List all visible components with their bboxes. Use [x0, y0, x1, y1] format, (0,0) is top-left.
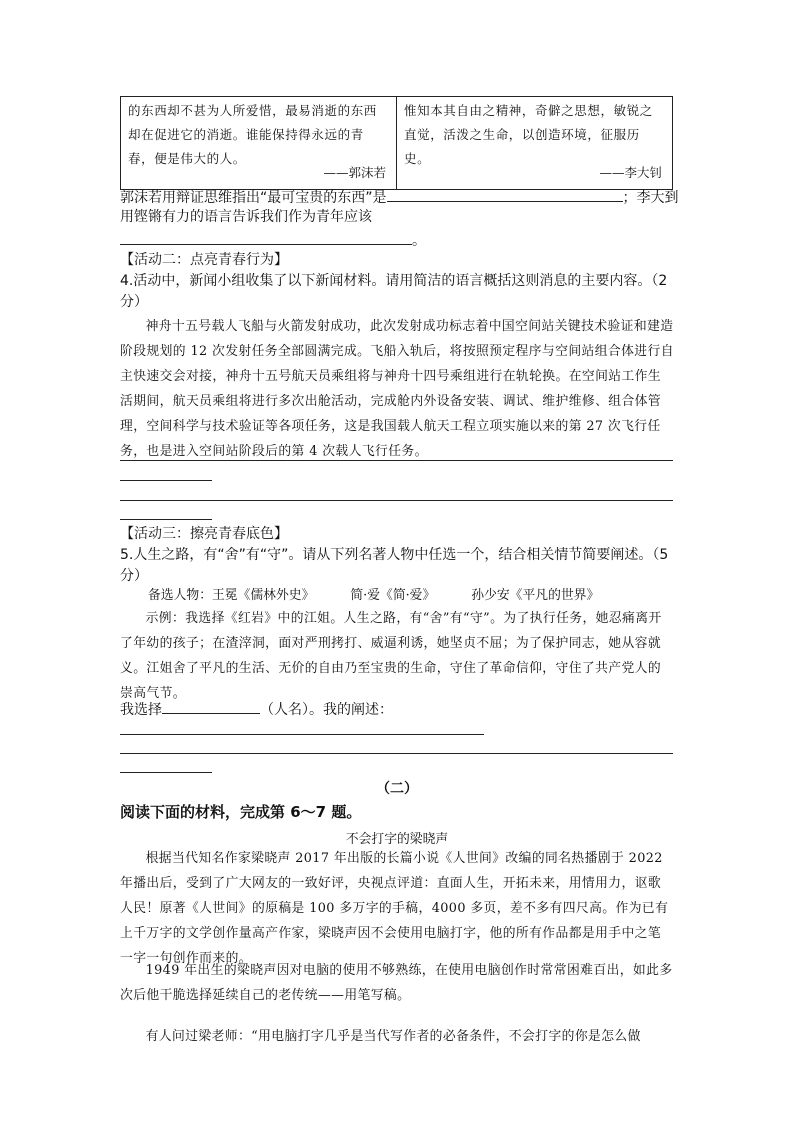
example-answer: 示例：我选择《红岩》中的江姐。人生之路，有“舍”有“守”。为了执行任务，她忍痛离开了年幼的孩子；在渣滓洞，面对严刑拷打、威逼利诱，她坚贞不屈；为了保护同志，她从容就义。江姐舍了平凡的生活、无价的自由乃至宝贵的生命，守住了革命信仰，守住了共产党人的崇高气节。	[120, 611, 662, 701]
q3-text-3: 用铿锵有力的语言告诉我们作为青年应该	[120, 209, 372, 225]
quote-author-li: ——李大钊	[599, 165, 662, 180]
q4-answer-line[interactable]	[120, 500, 673, 501]
candidate-janeeyre: 简·爱《简·爱》	[350, 588, 436, 603]
article-paragraph-2: 1949 年出生的梁晓声因对电脑的使用不够熟练，在使用电脑创作时常常困难百出，如此多次后他干脆选择延续自己的老传统——用笔写稿。	[120, 963, 673, 1003]
q3-text-1: 郭沫若用辩证思维指出“最可宝贵的东西”是	[120, 190, 387, 206]
article-paragraph-3: 有人问过梁老师：“用电脑打字几乎是当代写作者的必备条件，不会打字的你是怎么做	[145, 1029, 641, 1044]
q4-answer-line[interactable]	[120, 519, 212, 520]
q3-answer-line-1	[120, 186, 680, 209]
q3-end: 。	[412, 233, 426, 249]
candidate-label: 备选人物：	[148, 588, 212, 603]
activity3-title: 【活动三：擦亮青春底色】	[120, 526, 288, 542]
q3-answer-line-3	[120, 229, 680, 252]
q5-answer-line[interactable]	[120, 734, 484, 735]
q4-answer-line[interactable]	[120, 480, 212, 481]
q3-blank-1[interactable]	[387, 186, 623, 202]
quote-cell-guo	[121, 97, 397, 190]
news-material: 神舟十五号载人飞船与火箭发射成功，此次发射成功标志着中国空间站关键技术验证和建造阶段规划的 12 次发射任务全部圆满完成。飞船入轨后，将按照预定程序与空间站组合体进行自主快速交会对接，神舟十五号航天员乘组将与神舟十四号乘组进行在轨轮换。在空间站工作生活期间，航天员乘组将进行多次出舱活动，完成舱内外设备安装、调试、维护维修、组合体管理，空间科学与技术验证等各项任务，这是我国载人航天工程立项实施以来的第 27 次飞行任务，也是进入空间站阶段后的第 4 次载人飞行任务。	[120, 319, 674, 459]
q5-question: 5.人生之路，有“舍”有“守”。请从下列名著人物中任选一个，结合相关情节简要阐述。（5分）	[120, 547, 669, 584]
choose-suffix: （人名）。我的阐述：	[260, 702, 393, 718]
q3-text-2: ；李大到	[622, 190, 679, 206]
q5-answer-line[interactable]	[120, 772, 212, 773]
choose-line	[120, 698, 680, 721]
quote-author-guo: ——郭沫若	[323, 165, 386, 180]
quote-cell-li	[397, 97, 673, 190]
q3-blank-2[interactable]	[120, 229, 412, 245]
choose-name-blank[interactable]	[162, 698, 260, 714]
quote-text-guo: 的东西却不甚为人所爱惜，最易消逝的东西却在促进它的消逝。谁能保持得永远的青春，便是伟大的人。	[128, 103, 377, 166]
candidate-wangmian: 王冕《儒林外史》	[211, 588, 315, 603]
candidate-sunshaoan: 孙少安《平凡的世界》	[471, 588, 600, 603]
candidate-list	[148, 586, 678, 606]
choose-prefix: 我选择	[120, 702, 162, 718]
article-paragraph-1: 根据当代知名作家梁晓声 2017 年出版的长篇小说《人世间》改编的同名热播剧于 2022 年播出后，受到了广大网友的一致好评，央视点评道：直面人生，开拓未来，用情用力，讴歌人民！原著《人世间》的原稿是 100 多万字的手稿，4000 多页，差不多有四尺高。作为已有上千万字的文学创作量高产作家，梁晓声因不会使用电脑打字，他的所有作品都是用手中之笔一字一句创作而来的。	[120, 851, 669, 966]
q4-question: 4.活动中，新闻小组收集了以下新闻材料。请用简洁的语言概括这则消息的主要内容。（2分）	[120, 273, 668, 310]
q4-answer-line[interactable]	[120, 460, 673, 461]
activity2-title: 【活动二：点亮青春行为】	[120, 252, 288, 268]
reading-instruction: 阅读下面的材料，完成第 6～7 题。	[120, 803, 362, 821]
q3-answer-line-2	[120, 207, 680, 228]
quote-table	[120, 96, 673, 190]
quote-text-li: 惟知本其自由之精神，奇僻之思想，敏锐之直觉，活泼之生命，以创造环境，征服历史。	[404, 103, 653, 166]
q5-answer-line[interactable]	[120, 753, 673, 754]
article-title: 不会打字的梁晓声	[345, 832, 449, 847]
section-heading: （二）	[376, 781, 418, 797]
